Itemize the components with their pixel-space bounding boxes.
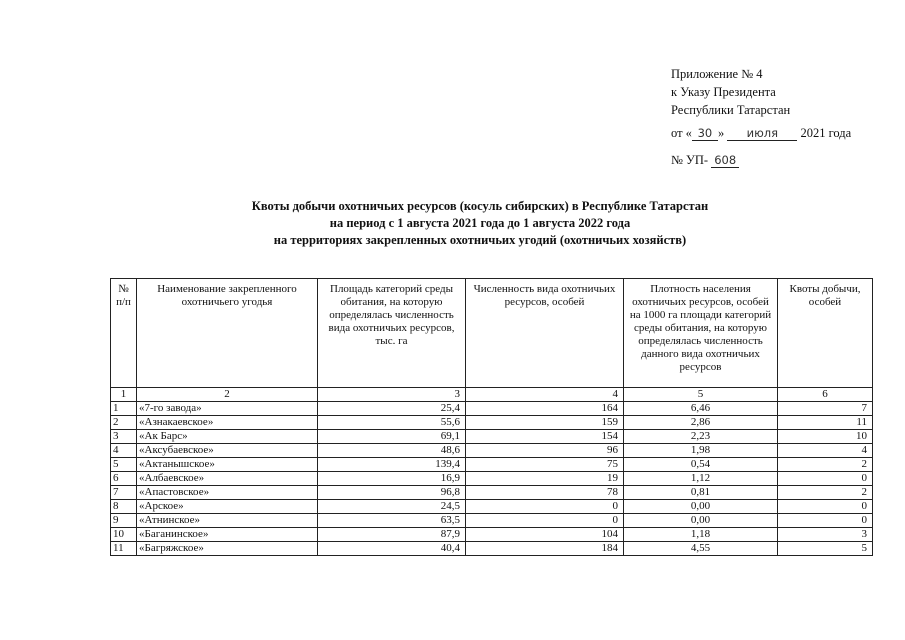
hunting-ground-name-cell: «Азнакаевское» <box>137 416 318 430</box>
column-header-density: Плотность населения охотничьих ресурсов, особей на 1000 га площади категорий среды обитания, на которую определялась численность данного вида охотничьих ресурсов <box>624 279 778 388</box>
table-row <box>111 500 873 514</box>
hunting-ground-name-cell: «Ак Барс» <box>137 430 318 444</box>
hunting-ground-name-cell: «Актанышское» <box>137 458 318 472</box>
hunting-ground-name-cell: «7-го завода» <box>137 402 318 416</box>
appendix-line-2: к Указу Президента <box>671 85 776 99</box>
title-line-1: Квоты добычи охотничьих ресурсов (косуль сибирских) в Республике Татарстан <box>251 199 709 213</box>
table-row <box>111 402 873 416</box>
row-number-cell: 6 <box>111 472 137 486</box>
row-number-cell: 11 <box>111 542 137 556</box>
density-cell: 0,00 <box>624 514 778 528</box>
hunting-ground-name-cell: «Баганинское» <box>137 528 318 542</box>
table-row <box>111 430 873 444</box>
area-cell: 96,8 <box>318 486 466 500</box>
title-line-3: на территориях закрепленных охотничьих угодий (охотничьих хозяйств) <box>273 233 687 247</box>
column-index-row <box>111 388 873 402</box>
density-cell: 2,86 <box>624 416 778 430</box>
area-cell: 16,9 <box>318 472 466 486</box>
area-cell: 69,1 <box>318 430 466 444</box>
table-row <box>111 472 873 486</box>
table-row <box>111 444 873 458</box>
density-cell: 1,18 <box>624 528 778 542</box>
density-cell: 2,23 <box>624 430 778 444</box>
area-cell: 63,5 <box>318 514 466 528</box>
row-number-cell: 8 <box>111 500 137 514</box>
index-cell: 1 <box>111 388 137 402</box>
hunting-ground-name-cell: «Аксубаевское» <box>137 444 318 458</box>
area-cell: 139,4 <box>318 458 466 472</box>
date-suffix: 2021 года <box>800 126 852 140</box>
table-row <box>111 542 873 556</box>
density-cell: 6,46 <box>624 402 778 416</box>
column-header-area: Площадь категорий среды обитания, на которую определялась численность вида охотничьих ресурсов, тыс. га <box>318 279 466 388</box>
quota-cell: 5 <box>778 542 873 556</box>
quota-cell: 7 <box>778 402 873 416</box>
quota-cell: 0 <box>778 514 873 528</box>
table-header-row <box>111 279 873 388</box>
date-month: июля <box>727 127 797 141</box>
table-row <box>111 458 873 472</box>
density-cell: 4,55 <box>624 542 778 556</box>
quota-cell: 0 <box>778 500 873 514</box>
decree-number <box>671 153 739 168</box>
decree-date <box>671 126 851 141</box>
quota-cell: 4 <box>778 444 873 458</box>
column-header-name: Наименование закрепленного охотничьего угодья <box>137 279 318 388</box>
quota-cell: 3 <box>778 528 873 542</box>
row-number-cell: 9 <box>111 514 137 528</box>
number-value: 608 <box>711 154 739 168</box>
density-cell: 0,00 <box>624 500 778 514</box>
hunting-ground-name-cell: «Атнинское» <box>137 514 318 528</box>
population-cell: 164 <box>466 402 624 416</box>
population-cell: 75 <box>466 458 624 472</box>
date-mid: » <box>717 126 725 140</box>
table-row <box>111 416 873 430</box>
date-prefix: от « <box>671 126 692 140</box>
quota-table <box>110 278 873 556</box>
appendix-line-3: Республики Татарстан <box>671 103 791 117</box>
appendix-block <box>671 65 790 119</box>
quota-cell: 2 <box>778 486 873 500</box>
quota-cell: 0 <box>778 472 873 486</box>
index-cell: 3 <box>318 388 466 402</box>
population-cell: 104 <box>466 528 624 542</box>
population-cell: 19 <box>466 472 624 486</box>
index-cell: 4 <box>466 388 624 402</box>
row-number-cell: 1 <box>111 402 137 416</box>
row-number-cell: 7 <box>111 486 137 500</box>
hunting-ground-name-cell: «Албаевское» <box>137 472 318 486</box>
area-cell: 40,4 <box>318 542 466 556</box>
column-header-population: Численность вида охотничьих ресурсов, особей <box>466 279 624 388</box>
population-cell: 154 <box>466 430 624 444</box>
population-cell: 0 <box>466 500 624 514</box>
index-cell: 6 <box>778 388 873 402</box>
title-line-2: на период с 1 августа 2021 года до 1 августа 2022 года <box>329 216 631 230</box>
population-cell: 0 <box>466 514 624 528</box>
density-cell: 0,54 <box>624 458 778 472</box>
column-header-quota: Квоты добычи, особей <box>778 279 873 388</box>
column-header-number: № п/п <box>111 279 137 388</box>
quota-cell: 2 <box>778 458 873 472</box>
document-title <box>160 198 800 249</box>
row-number-cell: 4 <box>111 444 137 458</box>
population-cell: 184 <box>466 542 624 556</box>
population-cell: 78 <box>466 486 624 500</box>
appendix-line-1: Приложение № 4 <box>671 67 763 81</box>
population-cell: 159 <box>466 416 624 430</box>
table-row <box>111 486 873 500</box>
hunting-ground-name-cell: «Апастовское» <box>137 486 318 500</box>
area-cell: 55,6 <box>318 416 466 430</box>
index-cell: 5 <box>624 388 778 402</box>
row-number-cell: 2 <box>111 416 137 430</box>
hunting-ground-name-cell: «Арское» <box>137 500 318 514</box>
quota-cell: 10 <box>778 430 873 444</box>
population-cell: 96 <box>466 444 624 458</box>
area-cell: 48,6 <box>318 444 466 458</box>
hunting-ground-name-cell: «Багряжское» <box>137 542 318 556</box>
row-number-cell: 5 <box>111 458 137 472</box>
quota-cell: 11 <box>778 416 873 430</box>
area-cell: 87,9 <box>318 528 466 542</box>
density-cell: 0,81 <box>624 486 778 500</box>
table-row <box>111 528 873 542</box>
density-cell: 1,98 <box>624 444 778 458</box>
area-cell: 25,4 <box>318 402 466 416</box>
table-row <box>111 514 873 528</box>
row-number-cell: 10 <box>111 528 137 542</box>
density-cell: 1,12 <box>624 472 778 486</box>
index-cell: 2 <box>137 388 318 402</box>
number-prefix: № УП- <box>671 153 709 167</box>
date-day: 30 <box>692 127 718 141</box>
area-cell: 24,5 <box>318 500 466 514</box>
row-number-cell: 3 <box>111 430 137 444</box>
